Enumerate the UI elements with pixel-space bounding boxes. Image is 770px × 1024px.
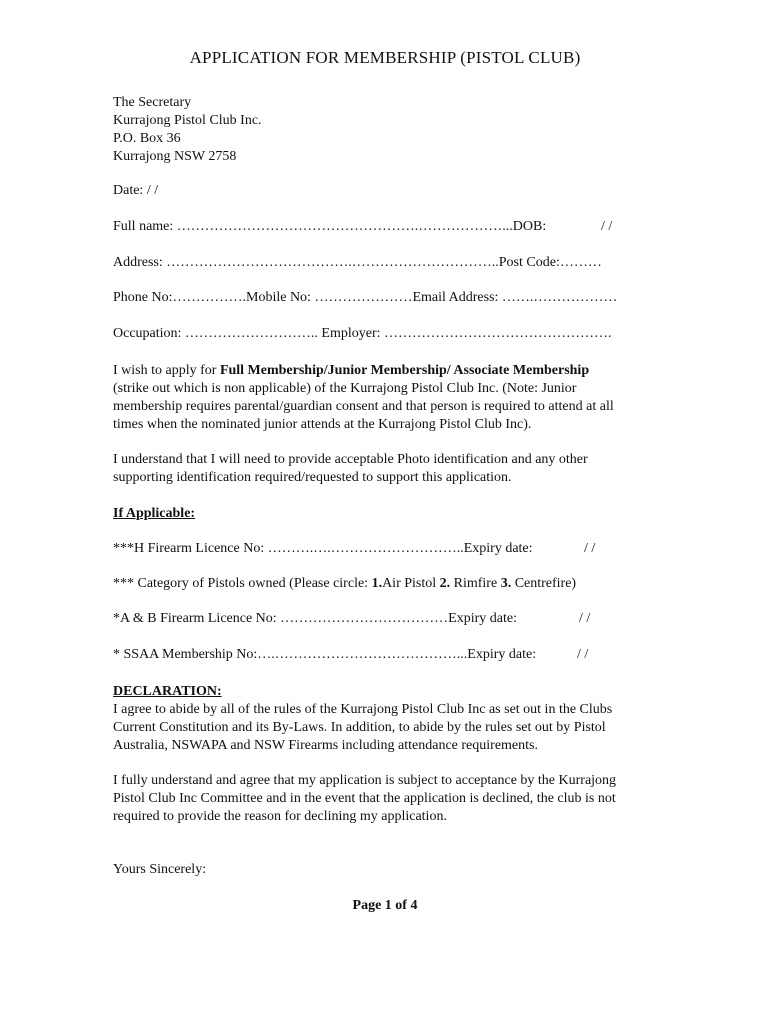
if-applicable-heading: If Applicable: <box>113 506 196 521</box>
paragraph-line: required to provide the reason for declining my application. <box>113 809 447 824</box>
paragraph-line: times when the nominated junior attends at the Kurrajong Pistol Club Inc). <box>113 417 532 432</box>
membership-types: Full Membership/Junior Membership/ Associate Membership <box>219 363 590 378</box>
pistol-category-field: *** Category of Pistols owned (Please circle: 1.Air Pistol 2. Rimfire 3. Centrefire) <box>113 576 577 591</box>
ab-licence-field: *A & B Firearm Licence No: ………………………………Expiry date: <box>113 611 517 626</box>
full-name-field: Full name: …………………………………………….………………...DOB: <box>113 219 547 234</box>
acceptance-paragraph <box>113 772 663 826</box>
closing-salutation: Yours Sincerely: <box>113 862 207 877</box>
paragraph-line: (strike out which is non applicable) of the Kurrajong Pistol Club Inc. (Note: Junior <box>113 381 577 396</box>
ab-expiry-field: / / <box>579 611 591 626</box>
ssaa-expiry-field: / / <box>577 647 589 662</box>
address-line: P.O. Box 36 <box>113 131 181 146</box>
paragraph-line: I agree to abide by all of the rules of the Kurrajong Pistol Club Inc as set out in the Clubs <box>113 702 613 717</box>
address-line: The Secretary <box>113 95 192 110</box>
recipient-address <box>113 94 663 166</box>
paragraph-line: I fully understand and agree that my application is subject to acceptance by the Kurrajong <box>113 773 617 788</box>
h-licence-field: ***H Firearm Licence No: ……….….………………………..Expiry date: <box>113 541 533 556</box>
membership-prefix: I wish to apply for <box>113 363 220 378</box>
identification-paragraph <box>113 451 663 487</box>
phone-field: Phone No:…………….Mobile No: …………………Email Address: …….……………… <box>113 290 618 305</box>
address-line: Kurrajong NSW 2758 <box>113 149 237 164</box>
paragraph-line: Australia, NSWAPA and NSW Firearms including attendance requirements. <box>113 738 538 753</box>
page-title: APPLICATION FOR MEMBERSHIP (PISTOL CLUB) <box>189 48 581 67</box>
paragraph-line: Pistol Club Inc Committee and in the event that the application is declined, the club is not <box>113 791 616 806</box>
membership-paragraph <box>113 362 663 434</box>
dob-field: / / <box>601 219 613 234</box>
address-line: Kurrajong Pistol Club Inc. <box>113 113 262 128</box>
paragraph-line: Current Constitution and its By-Laws. In addition, to abide by the rules set out by Pistol <box>113 720 606 735</box>
page-number: Page 1 of 4 <box>352 898 418 913</box>
paragraph-line: I understand that I will need to provide acceptable Photo identification and any other <box>113 452 588 467</box>
paragraph-line: supporting identification required/requested to support this application. <box>113 470 512 485</box>
h-expiry-field: / / <box>584 541 596 556</box>
ssaa-field: * SSAA Membership No:….…………………………………...Expiry date: <box>113 647 537 662</box>
address-field: Address: ………………………………….…………………………..Post Code:……… <box>113 255 602 270</box>
declaration-heading: DECLARATION: <box>113 684 222 699</box>
paragraph-line: membership requires parental/guardian consent and that person is required to attend at all <box>113 399 614 414</box>
date-field: Date: / / <box>113 183 159 198</box>
declaration-section <box>113 683 663 755</box>
occupation-field: Occupation: ……………………….. Employer: …………………………………………. <box>113 326 612 341</box>
